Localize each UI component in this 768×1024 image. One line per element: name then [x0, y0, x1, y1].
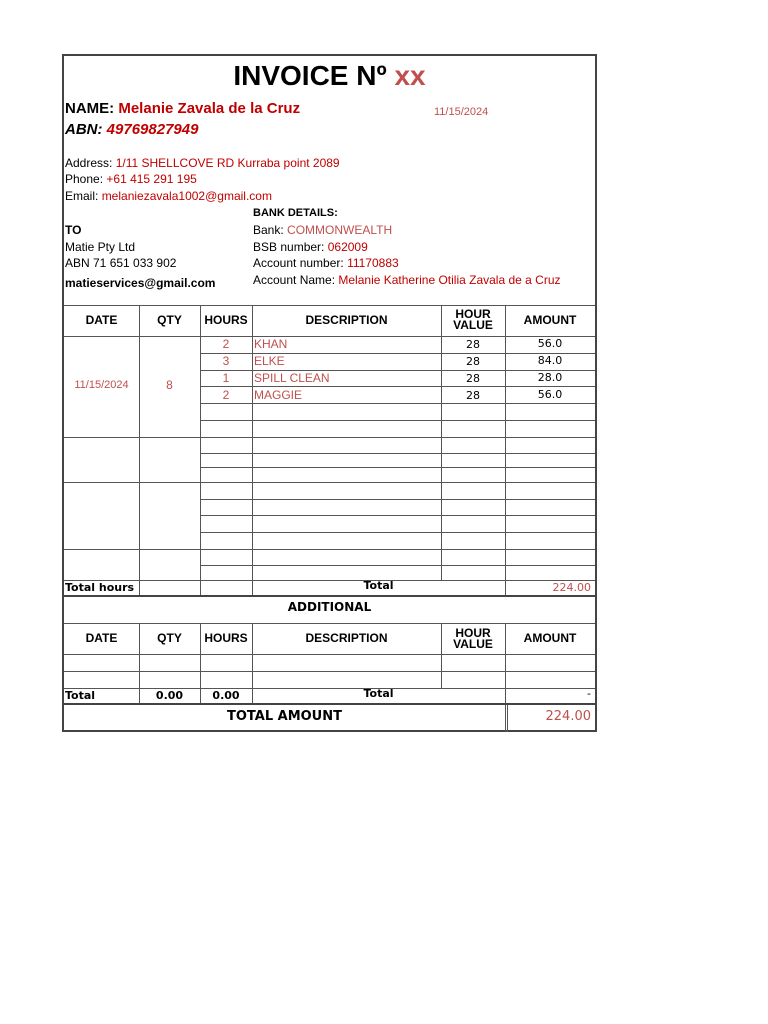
grid-line	[200, 386, 595, 387]
row-hour-value: 28	[466, 338, 480, 351]
name-value: Melanie Zavala de la Cruz	[118, 100, 301, 117]
phone-value: +61 415 291 195	[106, 172, 197, 186]
col-header-hour-value-line1: HOUR	[455, 307, 491, 321]
to-email[interactable]: matieservices@gmail.com	[65, 276, 216, 290]
grid-line	[64, 549, 595, 550]
grid-line	[64, 305, 595, 306]
bsb-line	[253, 240, 368, 254]
row-description: ELKE	[254, 354, 285, 368]
account-label: Account number:	[253, 256, 344, 270]
grid-line	[64, 623, 595, 624]
add-col-header-hour-value-line1: HOUR	[455, 626, 491, 640]
row-amount: 56.0	[537, 337, 563, 350]
to-company: Matie Pty Ltd	[65, 240, 136, 254]
total-hours-label: Total hours	[65, 581, 135, 594]
grid-line	[64, 671, 595, 672]
grid-line	[200, 565, 595, 566]
row-hour-value: 28	[466, 372, 480, 385]
add-col-header-hours: HOURS	[204, 631, 248, 645]
invoice-number: xx	[394, 60, 426, 91]
row-description: KHAN	[254, 337, 288, 351]
row-amount: 84.0	[537, 354, 563, 367]
col-header-description: DESCRIPTION	[305, 313, 388, 327]
invoice-sheet	[62, 54, 597, 732]
col-header-hours: HOURS	[204, 313, 248, 327]
grid-line	[200, 467, 595, 468]
add-col-header-hour-value	[441, 628, 505, 650]
account-name-label: Account Name:	[253, 273, 336, 287]
row-description: SPILL CLEAN	[254, 371, 330, 385]
abn-label: ABN:	[65, 121, 103, 138]
account-value: 11170883	[347, 256, 399, 270]
col-header-qty: QTY	[157, 313, 182, 327]
grid-line	[200, 453, 595, 454]
add-total-label: Total	[65, 689, 96, 702]
invoice-date: 11/15/2024	[434, 106, 489, 118]
abn-line	[65, 121, 198, 138]
col-header-hour-value	[441, 309, 505, 331]
row-hour-value: 28	[466, 389, 480, 402]
bank-line	[253, 223, 392, 237]
email-label: Email:	[65, 189, 99, 203]
add-col-header-amount: AMOUNT	[523, 631, 577, 645]
add-col-header-qty: QTY	[157, 631, 182, 645]
add-col-header-hour-value-line2: VALUE	[453, 637, 493, 651]
grand-total-value: 224.00	[545, 709, 591, 724]
address-value: 1/11 SHELLCOVE RD Kurraba point 2089	[115, 156, 340, 170]
additional-heading: ADDITIONAL	[287, 600, 372, 614]
grand-total-label: TOTAL AMOUNT	[226, 709, 342, 724]
col-header-amount: AMOUNT	[523, 313, 577, 327]
col-header-date: DATE	[85, 313, 118, 327]
grid-line	[64, 703, 595, 705]
account-name-value: Melanie Katherine Otilia Zavala de a Cruz	[338, 273, 561, 287]
grid-line	[252, 305, 253, 595]
row-description: MAGGIE	[254, 388, 303, 402]
email-line	[65, 189, 272, 203]
entry-date: 11/15/2024	[74, 379, 129, 391]
email-value[interactable]: melaniezavala1002@gmail.com	[101, 189, 272, 203]
grid-line	[200, 403, 595, 404]
row-amount: 56.0	[537, 388, 563, 401]
phone-line	[65, 172, 197, 186]
total-value: 224.00	[552, 581, 591, 594]
address-line	[65, 156, 340, 170]
name-line	[65, 100, 300, 117]
add-hours-total: 0.00	[212, 689, 240, 702]
add-total-value: -	[587, 687, 591, 700]
grid-line	[139, 305, 140, 595]
add-col-header-description: DESCRIPTION	[305, 631, 388, 645]
phone-label: Phone:	[65, 172, 104, 186]
bank-value: COMMONWEALTH	[287, 223, 393, 237]
grid-line	[505, 705, 506, 732]
address-label: Address:	[65, 156, 113, 170]
col-header-hour-value-line2: VALUE	[453, 318, 493, 332]
to-abn: ABN 71 651 033 902	[65, 256, 177, 270]
total-label: Total	[363, 579, 394, 592]
bsb-label: BSB number:	[253, 240, 325, 254]
invoice-title	[64, 60, 595, 92]
row-hours: 2	[222, 388, 230, 402]
grid-line	[200, 499, 595, 500]
account-name-line	[253, 273, 561, 287]
grid-line	[64, 595, 595, 597]
add-qty-total: 0.00	[155, 689, 184, 702]
row-amount: 28.0	[537, 371, 563, 384]
add-total-label-2: Total	[363, 687, 394, 700]
grid-line	[200, 420, 595, 421]
name-label: NAME:	[65, 100, 115, 117]
grid-line	[200, 515, 595, 516]
grid-line	[200, 532, 595, 533]
entry-qty: 8	[166, 378, 173, 392]
row-hours: 1	[222, 371, 230, 385]
bank-heading: BANK DETAILS:	[253, 207, 338, 219]
row-hours: 2	[222, 337, 230, 351]
row-hour-value: 28	[466, 355, 480, 368]
grid-line	[64, 654, 595, 655]
grid-line	[64, 482, 595, 483]
account-line	[253, 256, 399, 270]
row-hours: 3	[222, 354, 230, 368]
invoice-title-prefix: INVOICE Nº	[233, 60, 387, 91]
abn-value: 49769827949	[106, 121, 199, 138]
bsb-value: 062009	[327, 240, 368, 254]
grid-line	[64, 437, 595, 438]
bank-label: Bank:	[253, 223, 284, 237]
add-col-header-date: DATE	[85, 631, 118, 645]
to-label: TO	[65, 223, 82, 237]
